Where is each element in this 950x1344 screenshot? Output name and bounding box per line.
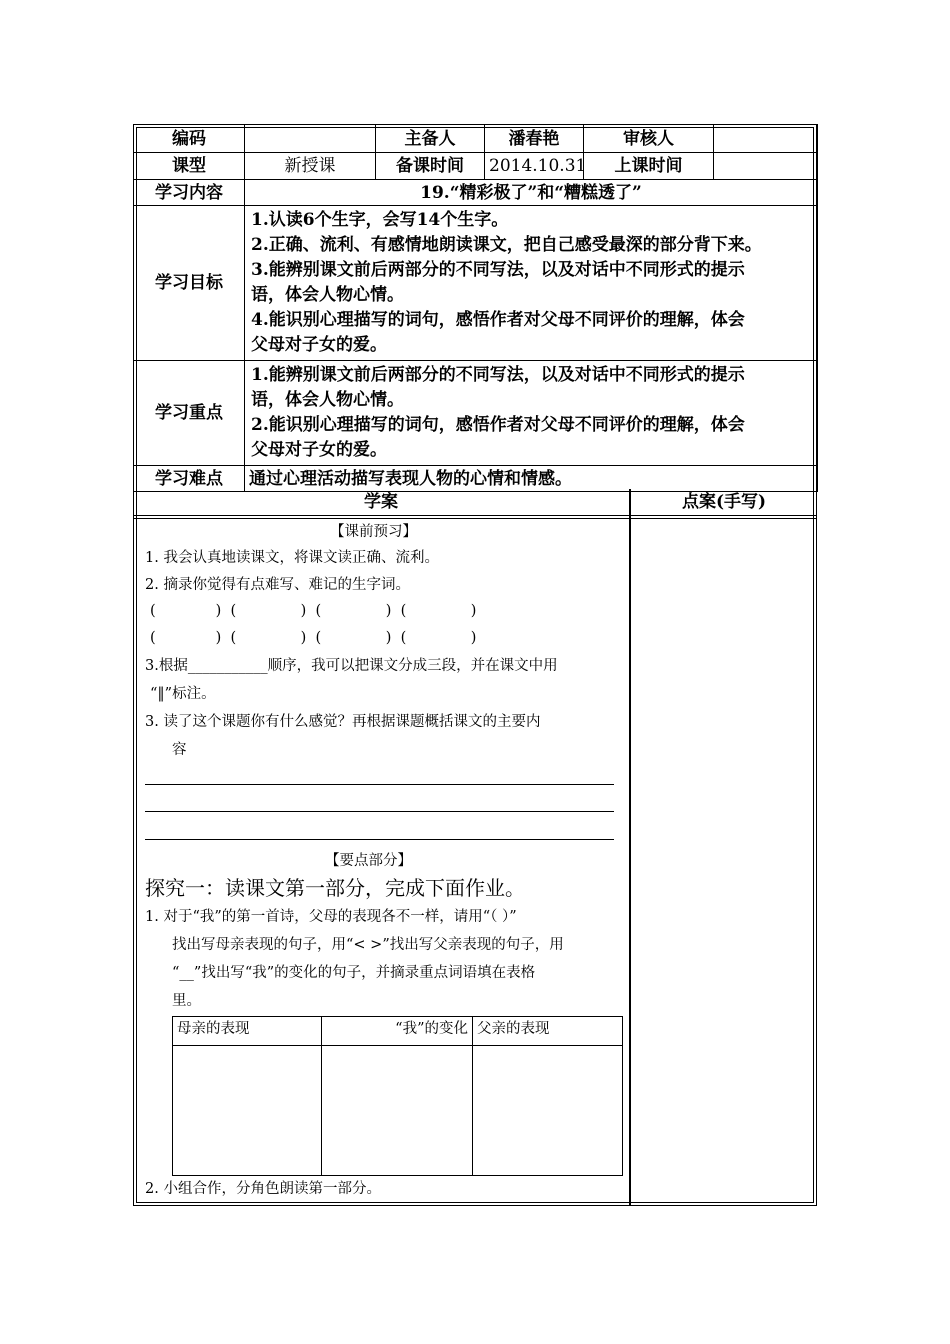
key-points-content bbox=[245, 361, 818, 466]
preview-item-4: 3. 读了这个课题你有什么感觉？再根据课题概括课文的主要内 bbox=[145, 714, 541, 730]
goal-line: 2.正确、流利、有感情地朗读课文，把自己感受最深的部分背下来。 bbox=[251, 235, 762, 255]
question-1-cont: “__”找出写“我”的变化的句子，并摘录重点词语填在表格 bbox=[172, 965, 536, 981]
notes-heading: 点案(手写) bbox=[681, 492, 767, 512]
study-plan-heading: 学案 bbox=[364, 492, 398, 512]
preview-item-3: 3.根据___________顺序，我可以把课文分成三段，并在课文中用 bbox=[145, 658, 558, 674]
preview-item-4-cont: 容 bbox=[172, 742, 187, 758]
key-point-line: 父母对子女的爱。 bbox=[251, 440, 387, 460]
header-table bbox=[133, 124, 818, 492]
answer-line bbox=[145, 784, 614, 785]
me-cell[interactable] bbox=[322, 1046, 473, 1176]
heading-divider bbox=[133, 518, 817, 519]
goal-line: 语，体会人物心情。 bbox=[251, 285, 404, 305]
preview-item-3-cont: “‖”标注。 bbox=[150, 686, 216, 702]
question-1: 1. 对于“我”的第一首诗，父母的表现各不一样，请用“（ ）” bbox=[145, 909, 517, 925]
reviewer-label: 审核人 bbox=[584, 125, 714, 153]
question-1-cont: 里。 bbox=[172, 993, 201, 1009]
me-header: “我”的变化 bbox=[322, 1017, 473, 1046]
mother-cell[interactable] bbox=[173, 1046, 322, 1176]
answer-line bbox=[145, 839, 614, 840]
content-value: 19.“精彩极了”和“糟糕透了” bbox=[245, 180, 818, 206]
difficulty-label: 学习难点 bbox=[134, 466, 245, 492]
key-point-line: 语，体会人物心情。 bbox=[251, 390, 404, 410]
behavior-table bbox=[172, 1016, 623, 1176]
goals-content bbox=[245, 206, 818, 361]
prep-time-label: 备课时间 bbox=[376, 153, 485, 180]
heading-divider bbox=[133, 515, 817, 516]
type-value: 新授课 bbox=[245, 153, 376, 180]
explore-one-heading: 探究一：读课文第一部分，完成下面作业。 bbox=[145, 876, 525, 900]
preparer-label: 主备人 bbox=[376, 125, 485, 153]
mother-header: 母亲的表现 bbox=[173, 1017, 322, 1046]
type-label: 课型 bbox=[134, 153, 245, 180]
goal-line: 3.能辨别课文前后两部分的不同写法，以及对话中不同形式的提示 bbox=[251, 260, 745, 280]
column-divider bbox=[629, 489, 631, 1206]
key-point-line: 2.能识别心理描写的词句，感悟作者对父母不同评价的理解，体会 bbox=[251, 415, 745, 435]
class-time-label: 上课时间 bbox=[584, 153, 714, 180]
reviewer-value bbox=[714, 125, 818, 153]
difficulty-value: 通过心理活动描写表现人物的心情和情感。 bbox=[245, 466, 818, 492]
preview-title: 【课前预习】 bbox=[330, 524, 417, 540]
preview-item-2: 2. 摘录你觉得有点难写、难记的生字词。 bbox=[145, 577, 410, 593]
lesson-header bbox=[133, 124, 817, 492]
father-header: 父亲的表现 bbox=[473, 1017, 623, 1046]
goals-label: 学习目标 bbox=[134, 206, 245, 361]
answer-line bbox=[145, 811, 614, 812]
father-cell[interactable] bbox=[473, 1046, 623, 1176]
preparer-value: 潘春艳 bbox=[485, 125, 584, 153]
preview-item-1: 1. 我会认真地读课文，将课文读正确、流利。 bbox=[145, 550, 439, 566]
code-value bbox=[245, 125, 376, 153]
content-label: 学习内容 bbox=[134, 180, 245, 206]
prep-time-value: 2014.10.31 bbox=[485, 153, 584, 180]
goal-line: 父母对子女的爱。 bbox=[251, 335, 387, 355]
question-2: 2. 小组合作，分角色朗读第一部分。 bbox=[145, 1181, 381, 1197]
main-title: 【要点部分】 bbox=[325, 853, 412, 869]
key-points-label: 学习重点 bbox=[134, 361, 245, 466]
word-blanks-row: ( ) ( ) ( ) ( ) bbox=[150, 630, 477, 646]
goal-line: 1.认读6个生字，会写14个生字。 bbox=[251, 210, 509, 230]
key-point-line: 1.能辨别课文前后两部分的不同写法，以及对话中不同形式的提示 bbox=[251, 365, 745, 385]
question-1-cont: 找出写母亲表现的句子，用“< >”找出写父亲表现的句子，用 bbox=[172, 937, 564, 953]
code-label: 编码 bbox=[134, 125, 245, 153]
goal-line: 4.能识别心理描写的词句，感悟作者对父母不同评价的理解，体会 bbox=[251, 310, 745, 330]
class-time-value bbox=[714, 153, 818, 180]
word-blanks-row: ( ) ( ) ( ) ( ) bbox=[150, 603, 477, 619]
